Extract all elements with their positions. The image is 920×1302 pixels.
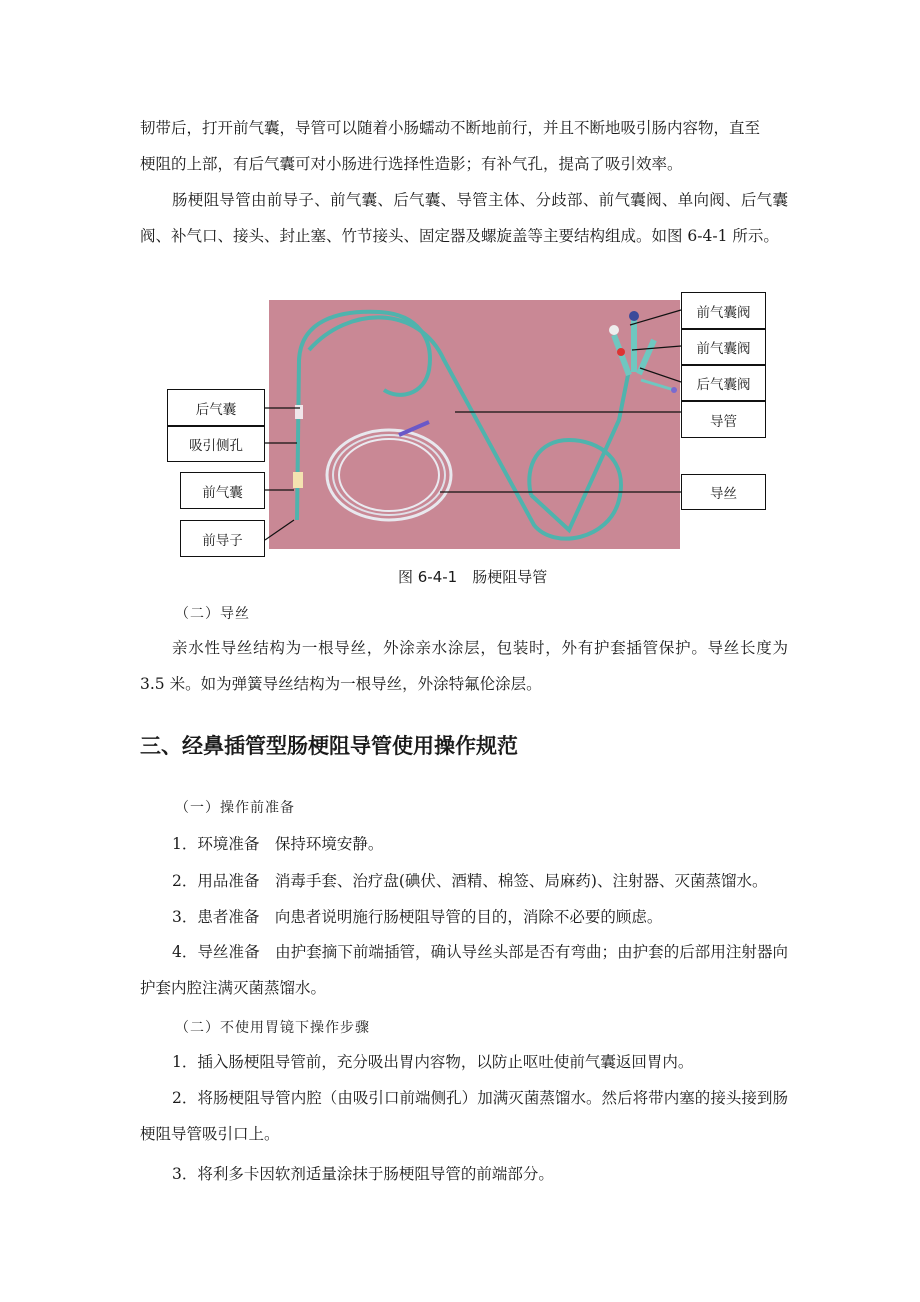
label-catheter: 导管 xyxy=(681,401,766,438)
subheading-steps: （二）不使用胃镜下操作步骤 xyxy=(175,1020,370,1036)
intro-line-2: 梗阻的上部，有后气囊可对小肠进行选择性造影；有补气孔，提高了吸引效率。 xyxy=(140,155,683,173)
guidewire-paragraph: 亲水性导丝结构为一根导丝，外涂亲水涂层，包装时，外有护套插管保护。导丝长度为 3.5 米。如为弹簧导丝结构为一根导丝，外涂特氟伦涂层。 xyxy=(140,639,788,693)
step-1: 1．插入肠梗阻导管前，充分吸出胃内容物，以防止呕吐使前气囊返回胃内。 xyxy=(172,1053,694,1071)
label-rear-balloon: 后气囊 xyxy=(167,389,265,426)
subheading-guidewire: （二）导丝 xyxy=(175,606,250,622)
section-heading: 三、经鼻插管型肠梗阻导管使用操作规范 xyxy=(140,734,518,758)
prep-item-1: 1．环境准备 保持环境安静。 xyxy=(172,835,384,853)
prep-item-3: 3．患者准备 向患者说明施行肠梗阻导管的目的，消除不必要的顾虑。 xyxy=(172,908,663,926)
label-front-balloon: 前气囊 xyxy=(180,472,265,509)
label-guidewire: 导丝 xyxy=(681,474,766,510)
prep-item-2: 2．用品准备 消毒手套、治疗盘(碘伏、酒精、棉签、局麻药)、注射器、灭菌蒸馏水。 xyxy=(172,872,768,890)
step-3: 3．将利多卡因软剂适量涂抹于肠梗阻导管的前端部分。 xyxy=(172,1165,554,1183)
label-rear-balloon-valve: 后气囊阀 xyxy=(681,365,766,401)
label-front-guide: 前导子 xyxy=(180,520,265,557)
subheading-preparation: （一）操作前准备 xyxy=(175,800,295,816)
label-suction-side-hole: 吸引侧孔 xyxy=(167,426,265,462)
prep-item-4: 4．导丝准备 由护套摘下前端插管，确认导丝头部是否有弯曲；由护套的后部用注射器向护套内腔注满灭菌蒸馏水。 xyxy=(140,943,788,997)
label-front-balloon-valve-2: 前气囊阀 xyxy=(681,329,766,365)
figure-caption: 图 6-4-1 肠梗阻导管 xyxy=(398,568,548,586)
label-front-balloon-valve-1: 前气囊阀 xyxy=(681,292,766,329)
intro-paragraph-2: 肠梗阻导管由前导子、前气囊、后气囊、导管主体、分歧部、前气囊阀、单向阀、后气囊阀、补气口、接头、封止塞、竹节接头、固定器及螺旋盖等主要结构组成。如图 6-4-1 所示。 xyxy=(140,191,788,245)
step-2: 2．将肠梗阻导管内腔（由吸引口前端侧孔）加满灭菌蒸馏水。然后将带内塞的接头接到肠梗阻导管吸引口上。 xyxy=(140,1089,788,1143)
intro-line-1: 韧带后，打开前气囊，导管可以随着小肠蠕动不断地前行，并且不断地吸引肠内容物，直至 xyxy=(140,119,761,137)
